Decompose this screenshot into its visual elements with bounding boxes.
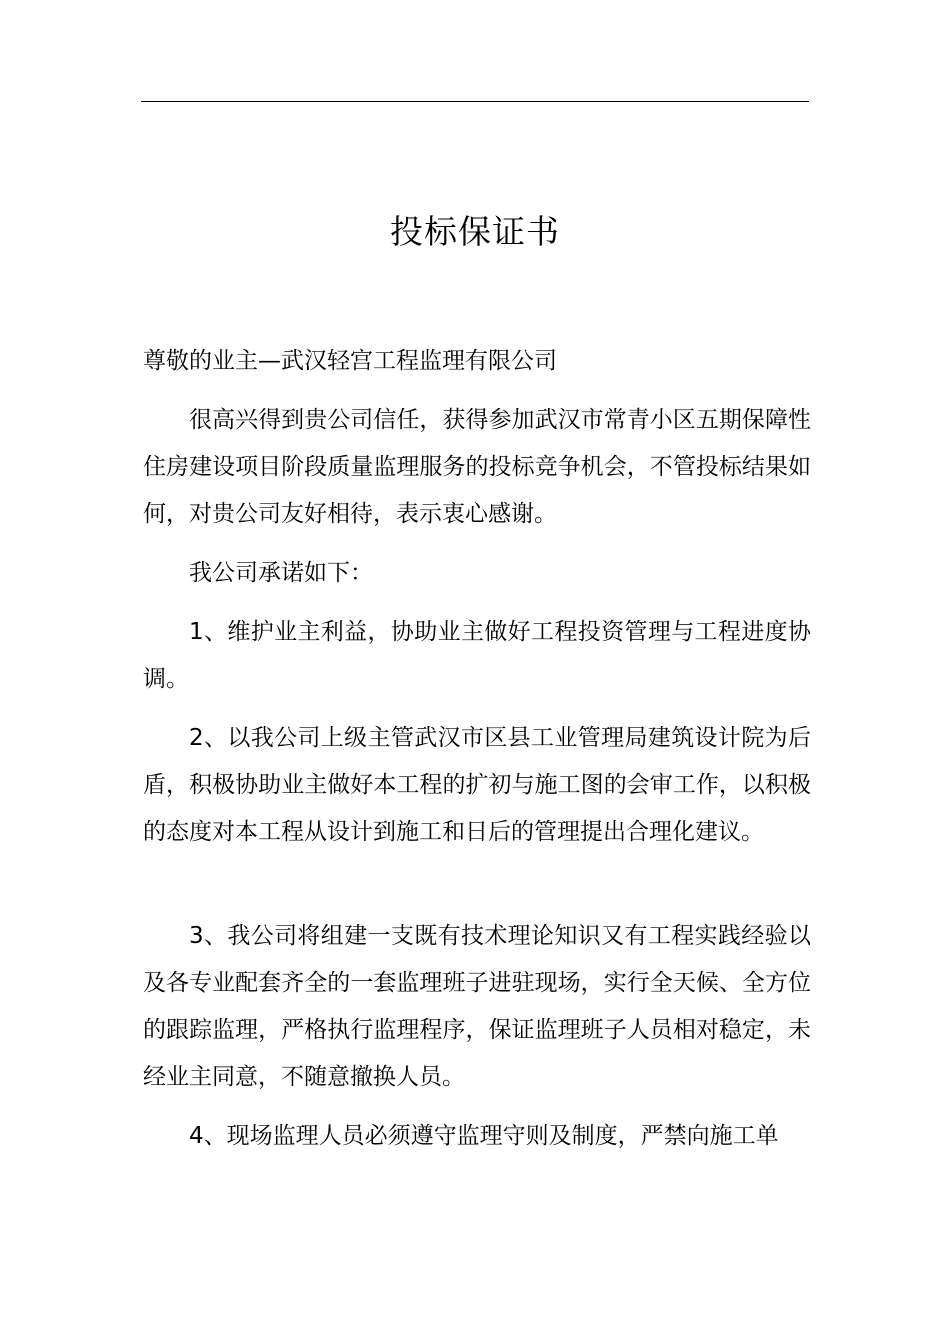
- paragraph-item-3: 3、我公司将组建一支既有技术理论知识又有工程实践经验以及各专业配套齐全的一套监理班子进驻现场，实行全天候、全方位的跟踪监理，严格执行监理程序，保证监理班子人员相对稳定，未经业主同意，不随意撤换人员。: [143, 923, 811, 1090]
- paragraph-item-4: 4、现场监理人员必须遵守监理守则及制度，严禁向施工单: [189, 1123, 779, 1149]
- paragraph-item-1: 1、维护业主利益，协助业主做好工程投资管理与工程进度协调。: [143, 619, 811, 692]
- salutation: 尊敬的业主—武汉轻宫工程监理有限公司: [143, 348, 557, 374]
- document-title: 投标保证书: [390, 212, 560, 251]
- paragraph-item-2: 2、以我公司上级主管武汉市区县工业管理局建筑设计院为后盾，积极协助业主做好本工程的扩初与施工图的会审工作，以积极的态度对本工程从设计到施工和日后的管理提出合理化建议。: [143, 725, 811, 845]
- paragraph-intro: 很高兴得到贵公司信任，获得参加武汉市常青小区五期保障性住房建设项目阶段质量监理服务的投标竞争机会，不管投标结果如何，对贵公司友好相待，表示衷心感谢。: [143, 407, 811, 527]
- header-rule: [141, 101, 809, 102]
- paragraph-commitment-heading: 我公司承诺如下：: [189, 560, 373, 586]
